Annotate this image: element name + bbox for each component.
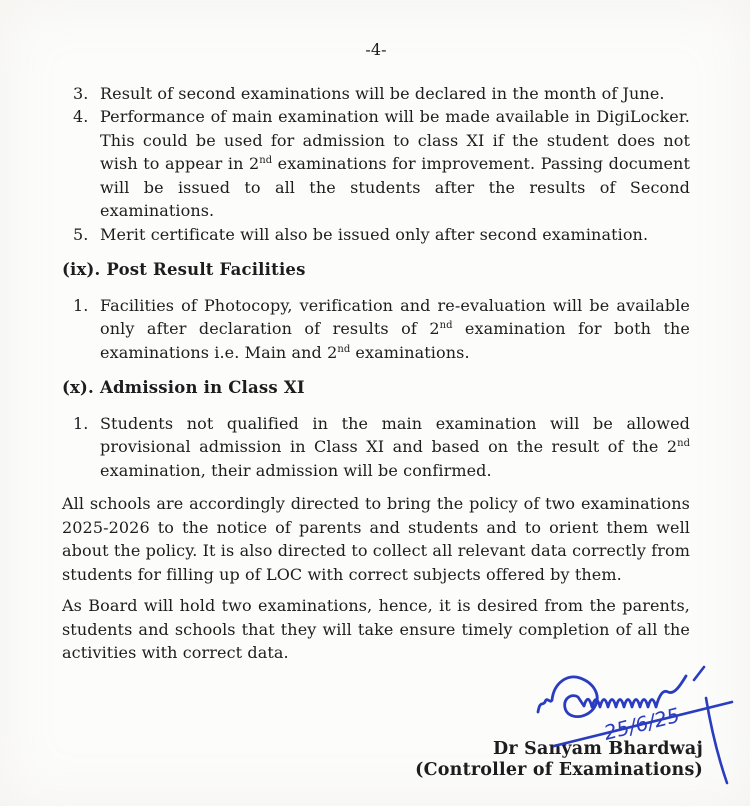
list-item-number: 5.	[73, 224, 89, 244]
signature-descender	[706, 698, 727, 783]
signature-date: 25/6/25	[601, 702, 683, 745]
list-item-number: 3.	[73, 83, 89, 103]
list-item-number: 1.	[73, 413, 89, 433]
list-item-text: Performance of main examination will be made available in DigiLocker. This could be used for admission to class XI if the student does not wish to appear in 2nd examinations for improvement. Passing document will be issued to all the students after the results of Second examinations.	[100, 107, 690, 220]
list-item	[73, 82, 690, 106]
numbered-list-admission	[73, 412, 690, 483]
list-item	[73, 223, 690, 247]
list-item-text: Merit certificate will also be issued only after second examination.	[100, 224, 649, 244]
section-heading-post-result-facilities: (ix). Post Result Facilities	[62, 260, 306, 279]
numbered-list-post-result	[73, 294, 690, 365]
closing-paragraph-schools-directive: All schools are accordingly directed to bring the policy of two examinations 2025-2026 to the notice of parents and students and to orient them well about the policy. It is also directed to collect all relevant data correctly from students for filling up of LOC with correct subjects offered by them.	[62, 494, 690, 584]
section-heading-admission-class-xi: (x). Admission in Class XI	[62, 378, 305, 397]
list-item-number: 1.	[73, 295, 89, 315]
signatory-name: Dr Sanyam Bhardwaj	[493, 739, 703, 759]
list-item-number: 4.	[73, 107, 89, 126]
signature-block	[415, 739, 703, 781]
list-item-text: Result of second examinations will be declared in the month of June.	[100, 83, 665, 103]
signature-tick	[694, 667, 704, 680]
document-content	[62, 38, 690, 665]
list-item-text: Students not qualified in the main examination will be allowed provisional admission in Class XI and based on the result of the 2nd examination, their admission will be confirmed.	[100, 413, 690, 480]
list-item	[73, 294, 690, 365]
page-number: -4-	[365, 40, 387, 59]
list-item	[73, 412, 690, 483]
closing-paragraph-two-examinations: As Board will hold two examinations, hence, it is desired from the parents, students and schools that they will take ensure timely completion of all the activities with correct data.	[62, 596, 690, 662]
numbered-list-top	[73, 82, 690, 247]
list-item	[73, 105, 690, 223]
signatory-title: (Controller of Examinations)	[415, 760, 703, 780]
list-item-text: Facilities of Photocopy, verification and re-evaluation will be available only after declaration of results of 2nd examination for both the examinations i.e. Main and 2nd examinations.	[100, 295, 690, 362]
signature-scrawl	[538, 676, 686, 717]
